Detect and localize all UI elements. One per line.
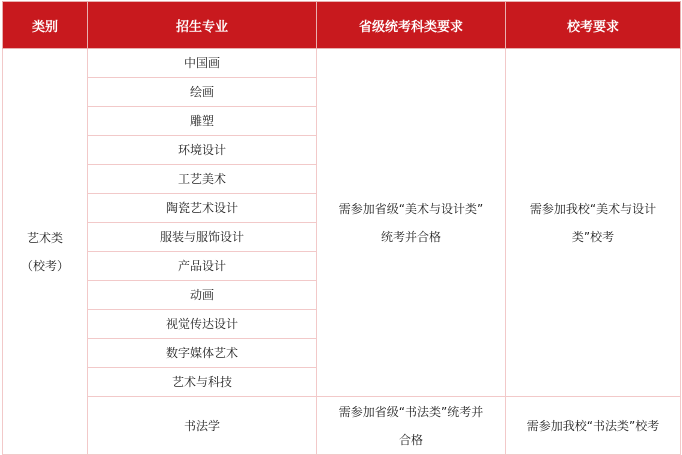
major-cell: 绘画 bbox=[88, 78, 317, 107]
school-requirement-cell bbox=[506, 49, 681, 397]
provincial-requirement-line1: 需参加省级“美术与设计类” bbox=[338, 201, 484, 216]
admissions-table bbox=[2, 1, 681, 455]
major-cell: 服装与服饰设计 bbox=[88, 223, 317, 252]
category-label: 艺术类 bbox=[26, 230, 63, 245]
provincial-requirement-line2: 合格 bbox=[398, 432, 423, 447]
major-cell: 书法学 bbox=[88, 397, 317, 455]
provincial-requirement-line1: 需参加省级“书法类”统考并 bbox=[338, 404, 484, 419]
header-category: 类别 bbox=[3, 2, 88, 49]
major-cell: 工艺美术 bbox=[88, 165, 317, 194]
category-cell bbox=[3, 49, 88, 455]
category-note: （校考） bbox=[20, 258, 69, 273]
major-cell: 中国画 bbox=[88, 49, 317, 78]
provincial-requirement-cell bbox=[317, 397, 506, 455]
major-cell: 数字媒体艺术 bbox=[88, 339, 317, 368]
school-requirement-line1: 需参加我校“美术与设计 bbox=[529, 201, 657, 216]
major-cell: 环境设计 bbox=[88, 136, 317, 165]
table-row bbox=[3, 49, 681, 78]
provincial-requirement-cell bbox=[317, 49, 506, 397]
table-row bbox=[3, 397, 681, 455]
major-cell: 视觉传达设计 bbox=[88, 310, 317, 339]
major-cell: 动画 bbox=[88, 281, 317, 310]
header-row bbox=[3, 2, 681, 49]
major-cell: 艺术与科技 bbox=[88, 368, 317, 397]
header-school-requirement: 校考要求 bbox=[506, 2, 681, 49]
major-cell: 陶瓷艺术设计 bbox=[88, 194, 317, 223]
header-provincial-requirement: 省级统考科类要求 bbox=[317, 2, 506, 49]
major-cell: 雕塑 bbox=[88, 107, 317, 136]
school-requirement-line2: 类”校考 bbox=[571, 229, 615, 244]
provincial-requirement-line2: 统考并合格 bbox=[380, 229, 441, 244]
school-requirement-cell: 需参加我校“书法类”校考 bbox=[506, 397, 681, 455]
major-cell: 产品设计 bbox=[88, 252, 317, 281]
header-major: 招生专业 bbox=[88, 2, 317, 49]
